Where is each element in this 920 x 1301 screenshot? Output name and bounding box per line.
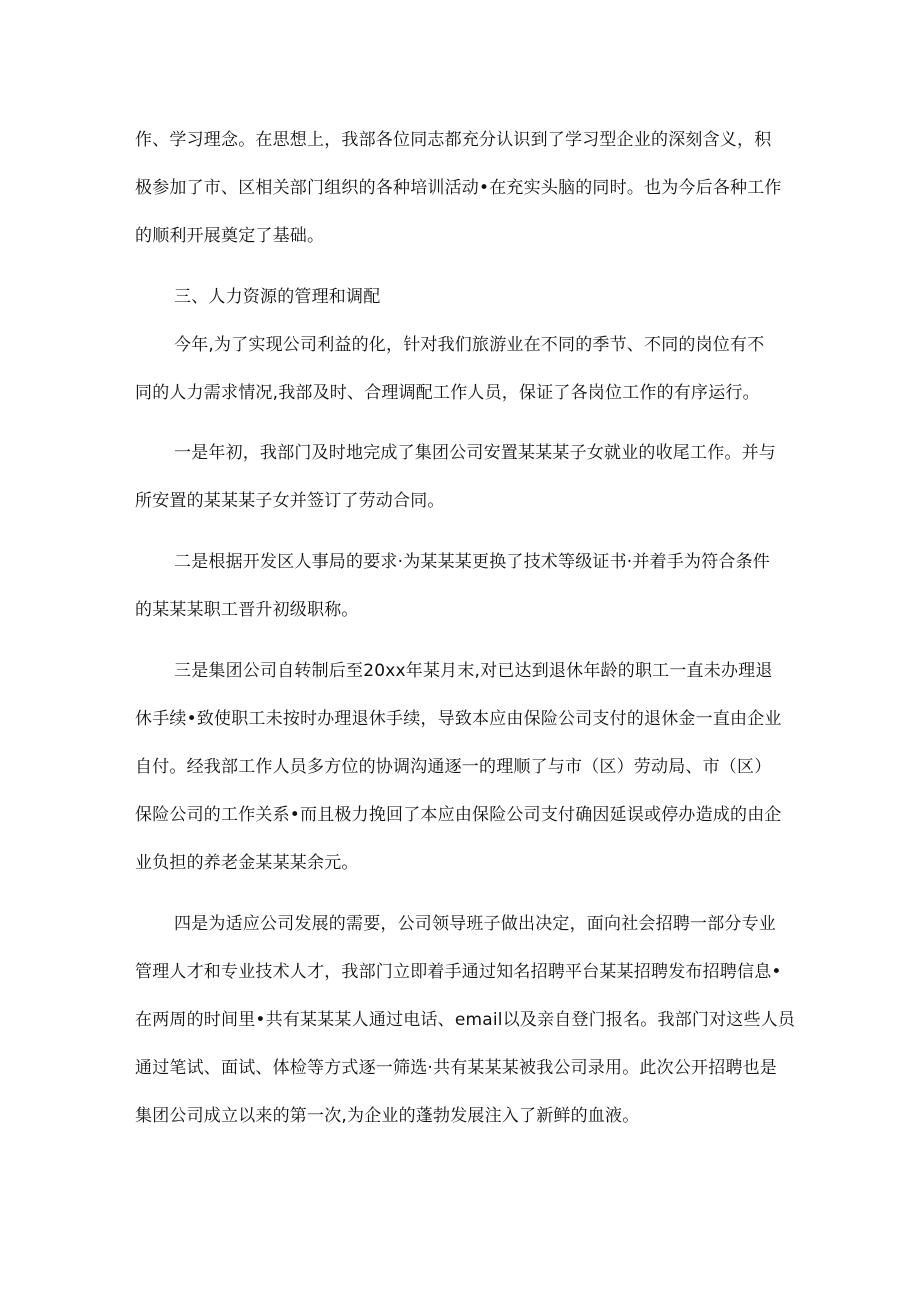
paragraph-line: 二是根据开发区人事局的要求·为某某某更换了技术等级证书·并着手为符合条件 <box>174 552 771 572</box>
paragraph-line: 三是集团公司自转制后至20xx年某月末,对已达到退休年龄的职工一直未办理退 <box>174 661 773 681</box>
paragraph-line: 集团公司成立以来的第一次,为企业的蓬勃发展注入了新鲜的血液。 <box>135 1106 640 1126</box>
section-heading: 三、人力资源的管理和调配 <box>174 287 381 307</box>
paragraph-line: 四是为适应公司发展的需要，公司领导班子做出决定，面向社会招聘一部分专业 <box>174 914 776 934</box>
paragraph-line: 作、学习理念。在思想上，我部各位同志都充分认识到了学习型企业的深刻含义，积 <box>135 130 772 150</box>
paragraph-line: 极参加了市、区相关部门组织的各种培训活动•在充实头脑的同时。也为今后各种工作 <box>135 178 782 198</box>
paragraph-line: 业负担的养老金某某某余元。 <box>135 853 359 873</box>
paragraph-line: 在两周的时间里•共有某某某人通过电话、email以及亲自登门报名。我部门对这些人员 <box>135 1010 796 1030</box>
paragraph-line: 今年,为了实现公司利益的化，针对我们旅游业在不同的季节、不同的岗位有不 <box>174 335 765 355</box>
paragraph-line: 一是年初，我部门及时地完成了集团公司安置某某某子女就业的收尾工作。并与 <box>174 443 776 463</box>
paragraph-line: 同的人力需求情况,我部及时、合理调配工作人员，保证了各岗位工作的有序运行。 <box>135 383 760 403</box>
paragraph-line: 自付。经我部工作人员多方位的协调沟通逐一的理顺了与市（区）劳动局、市（区） <box>135 757 772 777</box>
paragraph-line: 所安置的某某某子女并签订了劳动合同。 <box>135 491 445 511</box>
paragraph-line: 通过笔试、面试、体检等方式逐一筛选·共有某某某被我公司录用。此次公开招聘也是 <box>135 1058 778 1078</box>
paragraph-line: 休手续•致使职工未按时办理退休手续，导致本应由保险公司支付的退休金一直由企业 <box>135 709 782 729</box>
paragraph-line: 的顺利开展奠定了基础。 <box>135 226 325 246</box>
paragraph-line: 的某某某职工晋升初级职称。 <box>135 600 359 620</box>
paragraph-line: 保险公司的工作关系•而且极力挽回了本应由保险公司支付确因延误或停办造成的由企 <box>135 805 782 825</box>
paragraph-line: 管理人才和专业技术人才，我部门立即着手通过知名招聘平台某某招聘发布招聘信息• <box>135 962 782 982</box>
